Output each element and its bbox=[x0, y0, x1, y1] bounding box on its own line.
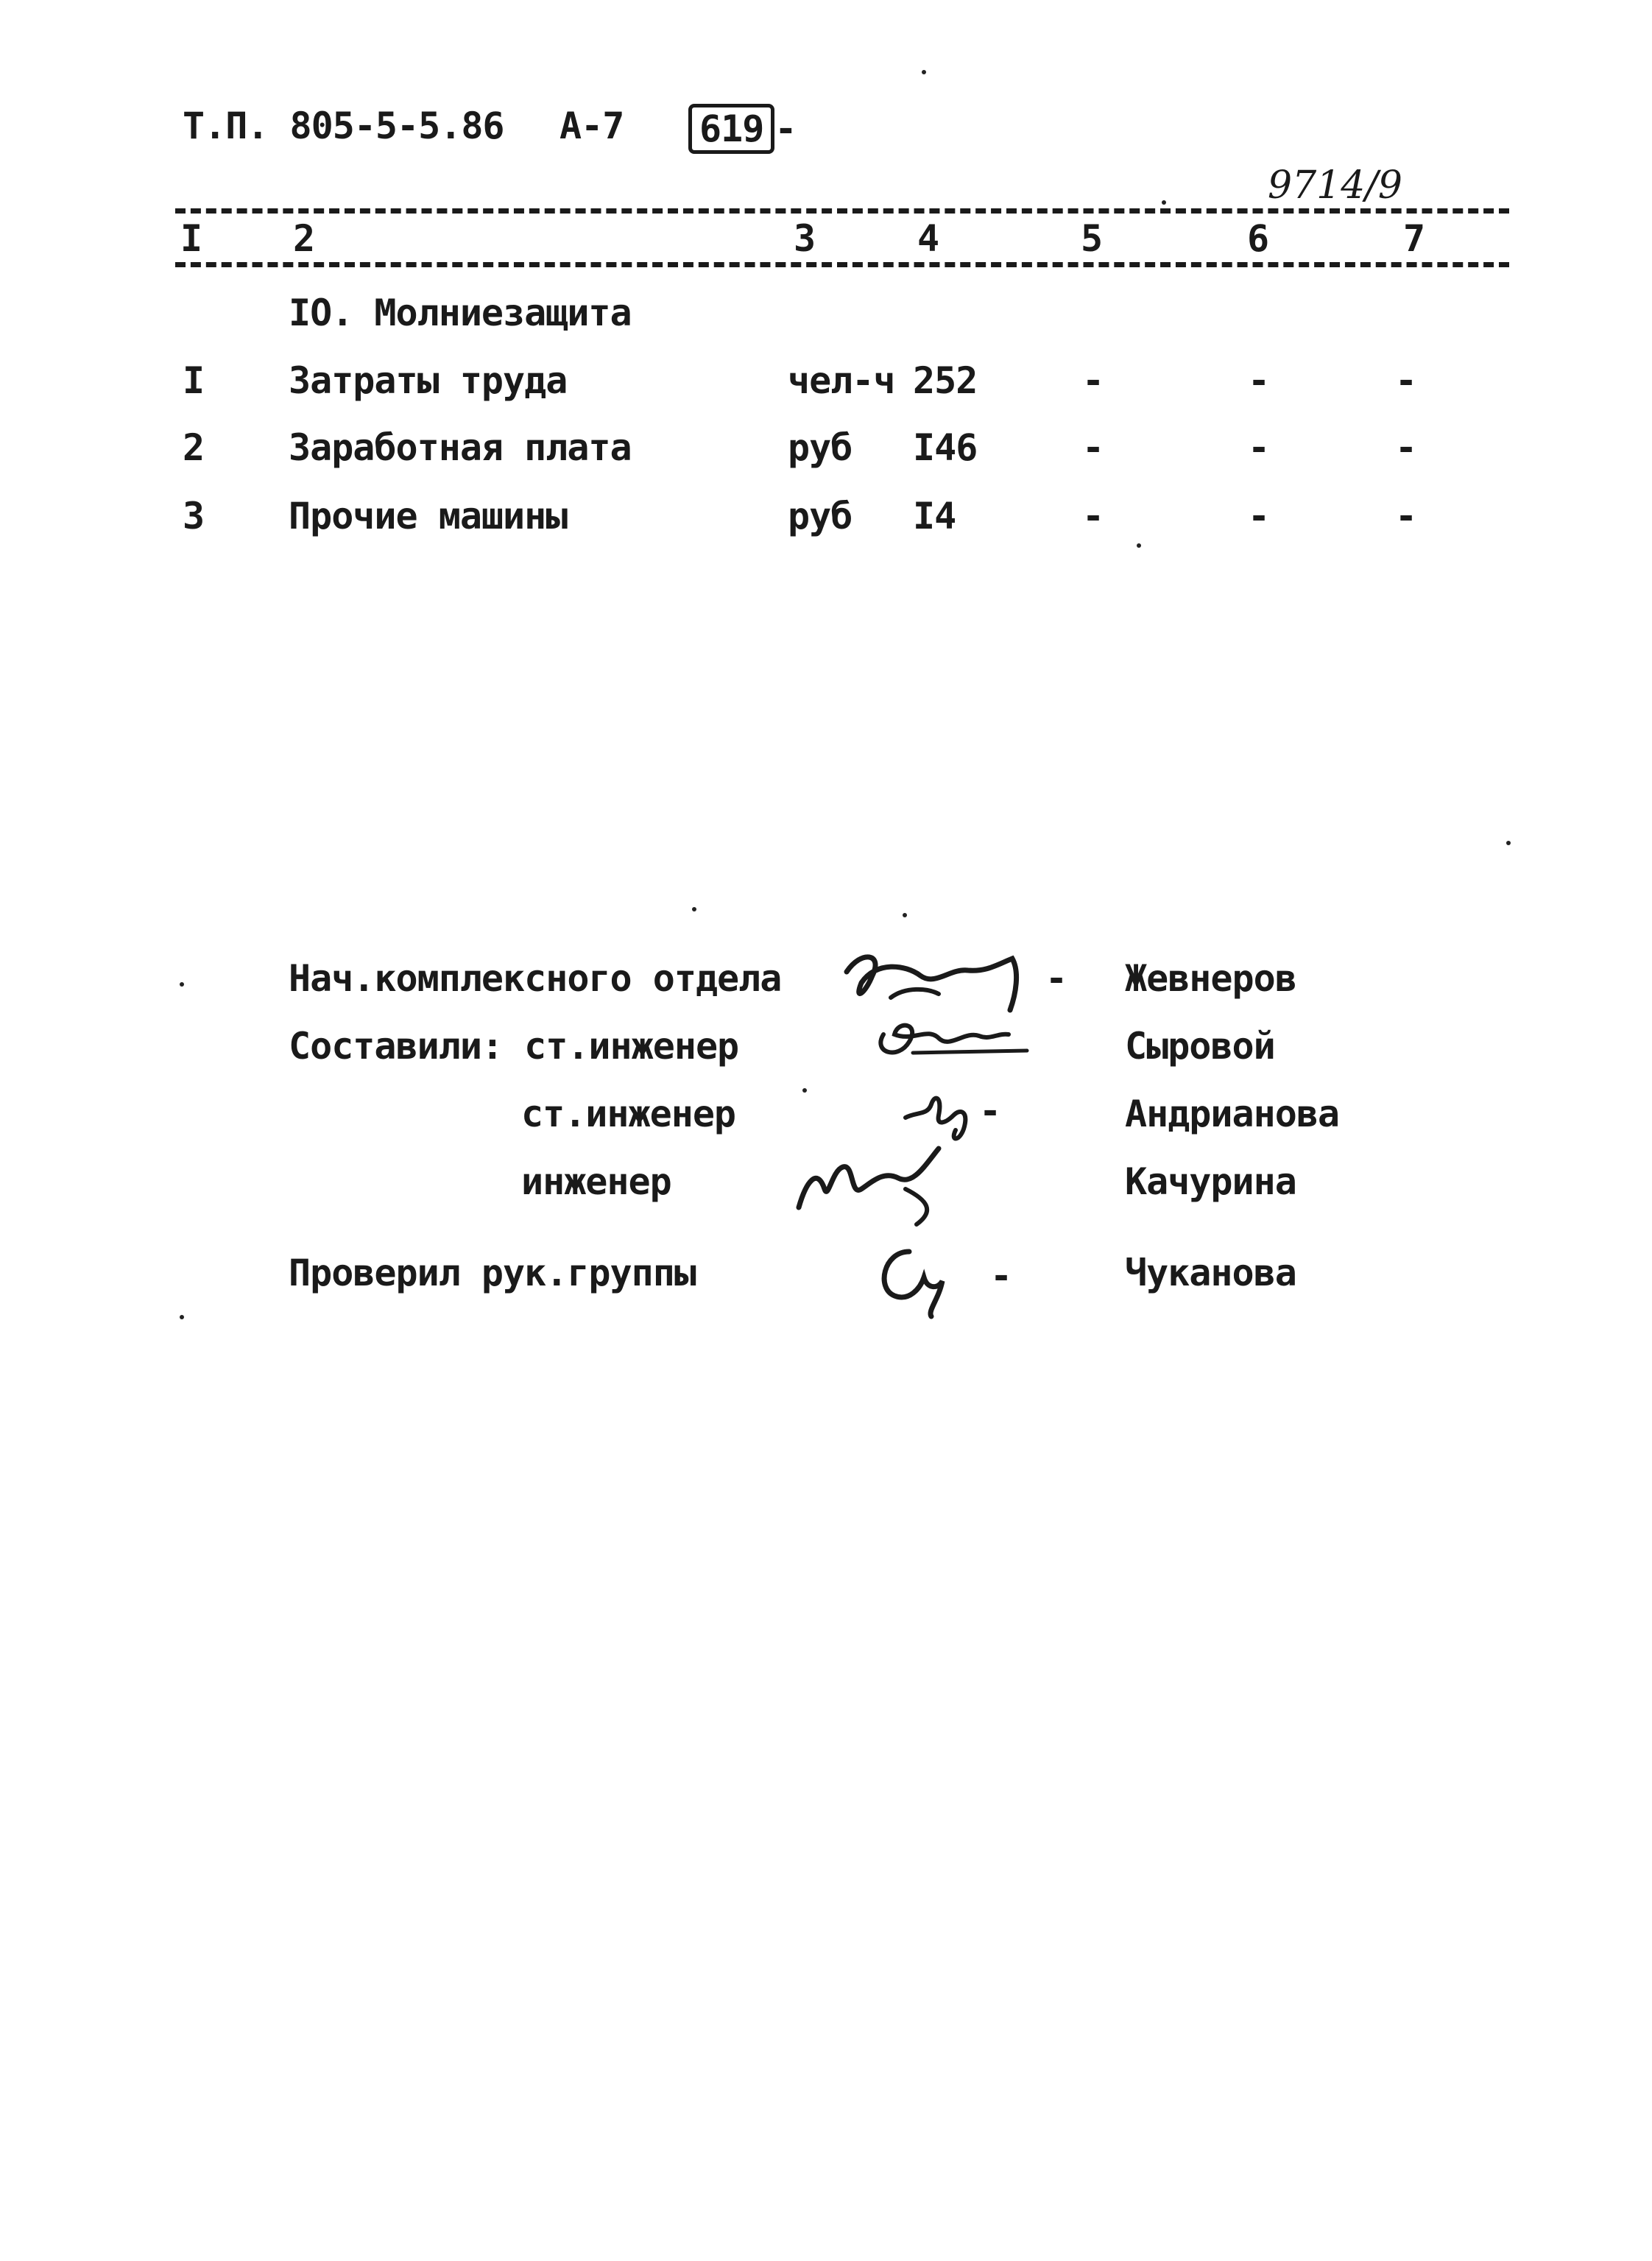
row-2-name: Заработная плата bbox=[289, 426, 632, 469]
row-3-col7: - bbox=[1395, 495, 1417, 537]
scan-speck bbox=[180, 982, 184, 987]
signature-role-1: Нач.комплексного отдела bbox=[289, 957, 782, 1000]
handwritten-reference: 9714/9 bbox=[1268, 163, 1402, 208]
row-1-unit: чел-ч bbox=[788, 359, 895, 402]
row-2-col5: - bbox=[1082, 426, 1104, 469]
signature-role-5: Проверил рук.группы bbox=[289, 1252, 696, 1294]
page-number-dash: - bbox=[774, 107, 797, 150]
page-number: 619 bbox=[688, 104, 774, 154]
row-3-unit: руб bbox=[788, 495, 853, 537]
column-header-4: 4 bbox=[917, 217, 940, 260]
section-title: IO. Молниезащита bbox=[289, 292, 632, 334]
scan-speck bbox=[802, 1088, 807, 1093]
handwritten-signature-1 bbox=[839, 942, 1045, 1023]
handwritten-signature-2 bbox=[869, 1012, 1038, 1071]
row-3-number: 3 bbox=[183, 495, 205, 537]
signature-name-5: Чуканова bbox=[1125, 1252, 1296, 1294]
scan-speck bbox=[1506, 841, 1511, 845]
signature-dash-3: - bbox=[979, 1090, 1001, 1132]
signature-dash-5: - bbox=[990, 1255, 1012, 1297]
row-1-name: Затраты труда bbox=[289, 359, 568, 402]
column-header-3: 3 bbox=[794, 217, 816, 260]
signature-role-3: ст.инженер bbox=[521, 1093, 736, 1135]
row-2-number: 2 bbox=[183, 426, 205, 469]
column-header-7: 7 bbox=[1403, 217, 1426, 260]
signature-name-3: Андрианова bbox=[1125, 1093, 1340, 1135]
row-1-col5: - bbox=[1082, 359, 1104, 402]
scan-speck bbox=[180, 1315, 184, 1319]
scan-speck bbox=[922, 70, 926, 74]
handwritten-signature-4 bbox=[788, 1137, 964, 1233]
row-1-value: 252 bbox=[913, 359, 978, 402]
row-3-col6: - bbox=[1248, 495, 1270, 537]
row-1-col6: - bbox=[1248, 359, 1270, 402]
scan-speck bbox=[692, 907, 696, 911]
row-2-value: I46 bbox=[913, 426, 978, 469]
column-header-2: 2 bbox=[293, 217, 316, 260]
sheet-number: А-7 bbox=[560, 105, 624, 147]
signature-name-4: Качурина bbox=[1125, 1160, 1296, 1203]
row-1-col7: - bbox=[1395, 359, 1417, 402]
scan-speck bbox=[903, 913, 907, 917]
signature-name-1: Жевнеров bbox=[1125, 957, 1296, 1000]
row-3-col5: - bbox=[1082, 495, 1104, 537]
signature-role-4: инженер bbox=[521, 1160, 671, 1203]
table-top-rule bbox=[175, 208, 1509, 214]
scan-speck bbox=[1162, 200, 1166, 205]
row-2-col6: - bbox=[1248, 426, 1270, 469]
signature-role-2: Составили: ст.инженер bbox=[289, 1025, 739, 1068]
handwritten-signature-5 bbox=[869, 1237, 979, 1325]
column-header-6: 6 bbox=[1247, 217, 1270, 260]
row-2-unit: руб bbox=[788, 426, 853, 469]
signature-dash-1: - bbox=[1045, 957, 1067, 1000]
document-code: Т.П. 805-5-5.86 bbox=[183, 105, 504, 147]
table-header-rule bbox=[175, 262, 1509, 267]
row-3-name: Прочие машины bbox=[289, 495, 568, 537]
row-1-number: I bbox=[183, 359, 205, 402]
scan-speck bbox=[1137, 543, 1141, 548]
row-3-value: I4 bbox=[913, 495, 956, 537]
row-2-col7: - bbox=[1395, 426, 1417, 469]
column-header-5: 5 bbox=[1081, 217, 1104, 260]
column-header-1: I bbox=[180, 217, 203, 260]
page-number-box bbox=[688, 107, 796, 150]
signature-name-2: Сыровой bbox=[1125, 1025, 1275, 1068]
